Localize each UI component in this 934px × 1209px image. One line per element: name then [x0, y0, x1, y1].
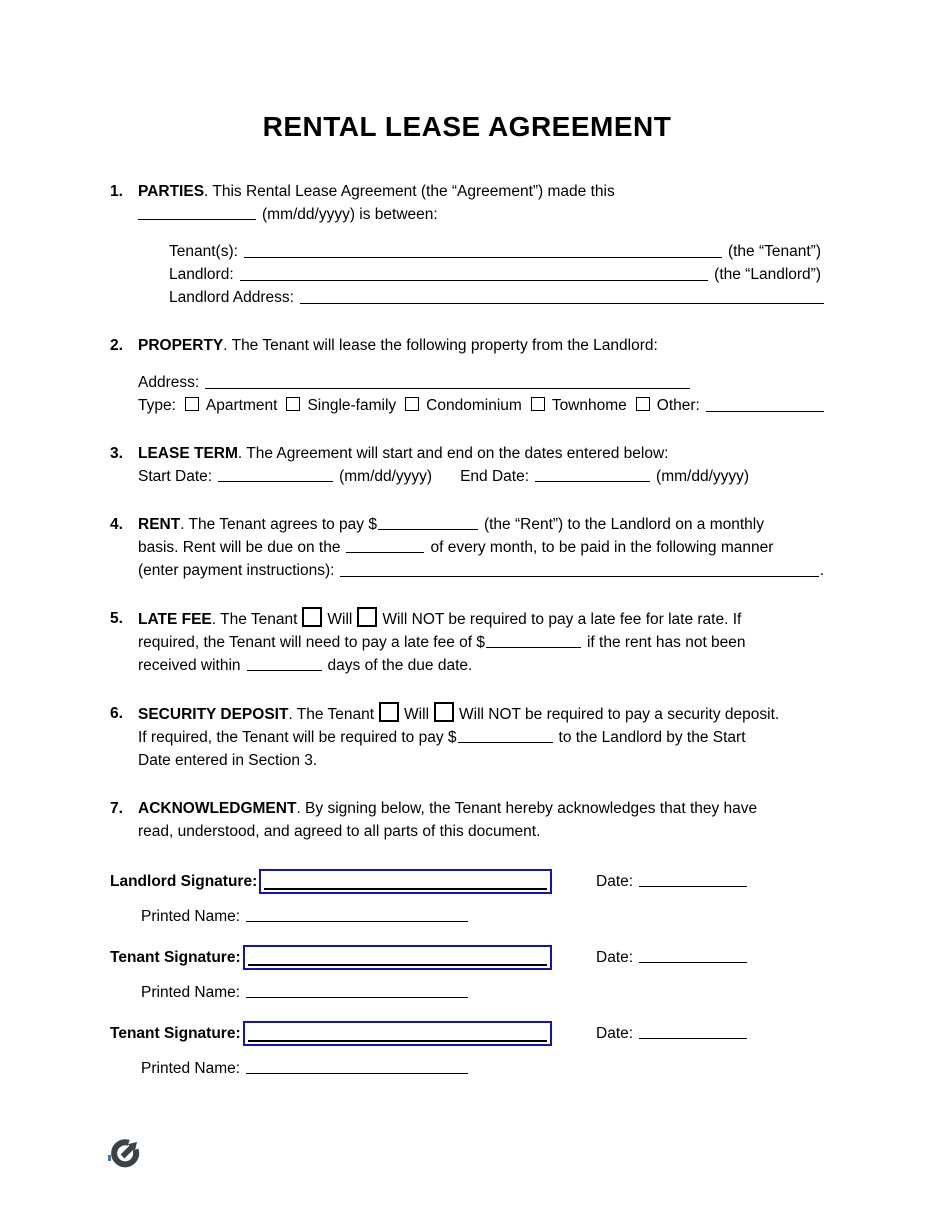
date-label: Date: — [596, 948, 634, 966]
document-title: RENTAL LEASE AGREEMENT — [262, 111, 672, 142]
printed-name-label: Printed Name: — [141, 908, 241, 925]
tenant2-signature-label: Tenant Signature: — [110, 1024, 241, 1042]
circular-arrow-logo-icon — [108, 1136, 142, 1170]
checkbox-late-fee-will[interactable] — [302, 607, 322, 627]
end-date-blank[interactable] — [535, 478, 650, 482]
checkbox-townhome[interactable] — [531, 397, 545, 411]
section-text: Will NOT be required to pay a security deposit. — [459, 706, 780, 723]
landlord-signature-block — [110, 868, 824, 928]
landlord-address-blank[interactable] — [300, 300, 824, 304]
section-late-fee — [110, 607, 824, 677]
checkbox-deposit-will[interactable] — [379, 702, 399, 722]
section-text: if the rent has not been — [586, 634, 746, 651]
tenant2-signature-block — [110, 1020, 824, 1080]
section-security-deposit — [110, 702, 824, 772]
tenant-date-blank[interactable] — [639, 959, 747, 963]
tenant-printed-name-blank[interactable] — [246, 994, 468, 998]
section-heading: LEASE TERM — [138, 445, 238, 462]
section-text: . This Rental Lease Agreement (the “Agreement”) made this — [204, 183, 615, 200]
section-text: . The Tenant — [288, 706, 375, 723]
date-label: Date: — [596, 872, 634, 890]
tenant-name-blank[interactable] — [244, 254, 722, 258]
section-text: Will NOT be required to pay a late fee for late rate. If — [382, 611, 742, 628]
section-text: basis. Rent will be due on the — [138, 539, 341, 556]
section-number: 4. — [110, 516, 123, 533]
property-address-label: Address: — [138, 374, 200, 391]
checkbox-other[interactable] — [636, 397, 650, 411]
logo-accent-mark — [108, 1155, 111, 1161]
end-date-format: (mm/dd/yyyy) — [656, 468, 750, 485]
section-number: 5. — [110, 610, 123, 627]
printed-name-label: Printed Name: — [141, 984, 241, 1001]
property-type-label: Type: — [138, 397, 176, 414]
section-text: . — [819, 562, 824, 579]
signature-line — [248, 1040, 547, 1042]
checkbox-condominium[interactable] — [405, 397, 419, 411]
property-address-blank[interactable] — [205, 385, 690, 389]
payment-instructions-label: (enter payment instructions): — [138, 562, 335, 579]
section-number: 3. — [110, 445, 123, 462]
type-option-label: Apartment — [205, 397, 278, 414]
section-acknowledgment — [110, 797, 824, 843]
deposit-amount-blank[interactable] — [458, 739, 553, 743]
tenant2-date-blank[interactable] — [639, 1035, 747, 1039]
section-heading: PROPERTY — [138, 337, 224, 354]
type-option-label: Condominium — [426, 397, 522, 414]
landlord-date-blank[interactable] — [639, 883, 747, 887]
section-rent — [110, 513, 824, 582]
section-text: . By signing below, the Tenant hereby acknowledges that they have — [296, 800, 758, 817]
section-heading: RENT — [138, 516, 181, 533]
tenant-signature-field[interactable] — [243, 945, 552, 970]
section-number: 7. — [110, 800, 123, 817]
section-number: 2. — [110, 337, 123, 354]
landlord-signature-field[interactable] — [259, 869, 552, 894]
section-text: to the Landlord by the Start — [558, 729, 746, 746]
section-text: read, understood, and agreed to all parts of this document. — [138, 823, 541, 840]
section-property — [110, 334, 824, 417]
will-label: Will — [404, 706, 430, 723]
payment-instructions-blank[interactable] — [340, 573, 818, 577]
section-lease-term — [110, 442, 824, 488]
section-heading: PARTIES — [138, 183, 205, 200]
landlord-label: Landlord: — [169, 266, 234, 283]
start-date-blank[interactable] — [218, 478, 333, 482]
rent-amount-blank[interactable] — [378, 526, 478, 530]
printed-name-label: Printed Name: — [141, 1060, 241, 1077]
section-text: days of the due date. — [327, 657, 473, 674]
checkbox-single-family[interactable] — [286, 397, 300, 411]
signature-line — [248, 964, 547, 966]
section-heading: LATE FEE — [138, 611, 212, 628]
section-text: . The Tenant agrees to pay $ — [180, 516, 377, 533]
landlord-name-blank[interactable] — [240, 277, 709, 281]
tenant2-signature-field[interactable] — [243, 1021, 552, 1046]
late-fee-amount-blank[interactable] — [486, 644, 581, 648]
section-text: . The Tenant — [211, 611, 298, 628]
will-label: Will — [327, 611, 353, 628]
start-date-format: (mm/dd/yyyy) — [339, 468, 433, 485]
checkbox-late-fee-will-not[interactable] — [357, 607, 377, 627]
section-text: (mm/dd/yyyy) is between: — [262, 206, 438, 223]
checkbox-deposit-will-not[interactable] — [434, 702, 454, 722]
landlord-suffix: (the “Landlord”) — [714, 266, 821, 283]
signature-area — [110, 868, 824, 1080]
tenant2-printed-name-blank[interactable] — [246, 1070, 468, 1074]
end-date-label: End Date: — [460, 468, 530, 485]
section-heading: SECURITY DEPOSIT — [138, 706, 289, 723]
section-text: . The Agreement will start and end on the dates entered below: — [237, 445, 669, 462]
agreement-date-blank[interactable] — [138, 216, 256, 220]
landlord-signature-label: Landlord Signature: — [110, 872, 258, 890]
section-text: (the “Rent”) to the Landlord on a monthly — [483, 516, 764, 533]
late-fee-days-blank[interactable] — [247, 667, 322, 671]
section-text: required, the Tenant will need to pay a late fee of $ — [138, 634, 485, 651]
section-heading: ACKNOWLEDGMENT — [138, 800, 297, 817]
section-number: 1. — [110, 183, 123, 200]
section-text: . The Tenant will lease the following property from the Landlord: — [223, 337, 658, 354]
checkbox-apartment[interactable] — [185, 397, 199, 411]
rent-due-day-blank[interactable] — [346, 549, 424, 553]
section-parties — [110, 180, 824, 309]
type-other-blank[interactable] — [706, 408, 824, 412]
tenant-signature-block — [110, 944, 824, 1004]
date-label: Date: — [596, 1024, 634, 1042]
section-text: received within — [138, 657, 241, 674]
landlord-address-label: Landlord Address: — [169, 289, 294, 306]
type-other-label: Other: — [656, 397, 700, 414]
section-text: If required, the Tenant will be required to pay $ — [138, 729, 457, 746]
section-text: Date entered in Section 3. — [138, 752, 318, 769]
landlord-printed-name-blank[interactable] — [246, 918, 468, 922]
tenant-signature-label: Tenant Signature: — [110, 948, 241, 966]
type-option-label: Single-family — [307, 397, 397, 414]
tenant-label: Tenant(s): — [169, 243, 238, 260]
tenant-suffix: (the “Tenant”) — [727, 243, 821, 260]
section-number: 6. — [110, 705, 123, 722]
start-date-label: Start Date: — [138, 468, 213, 485]
type-option-label: Townhome — [551, 397, 627, 414]
signature-line — [264, 888, 547, 890]
section-text: of every month, to be paid in the following manner — [430, 539, 774, 556]
